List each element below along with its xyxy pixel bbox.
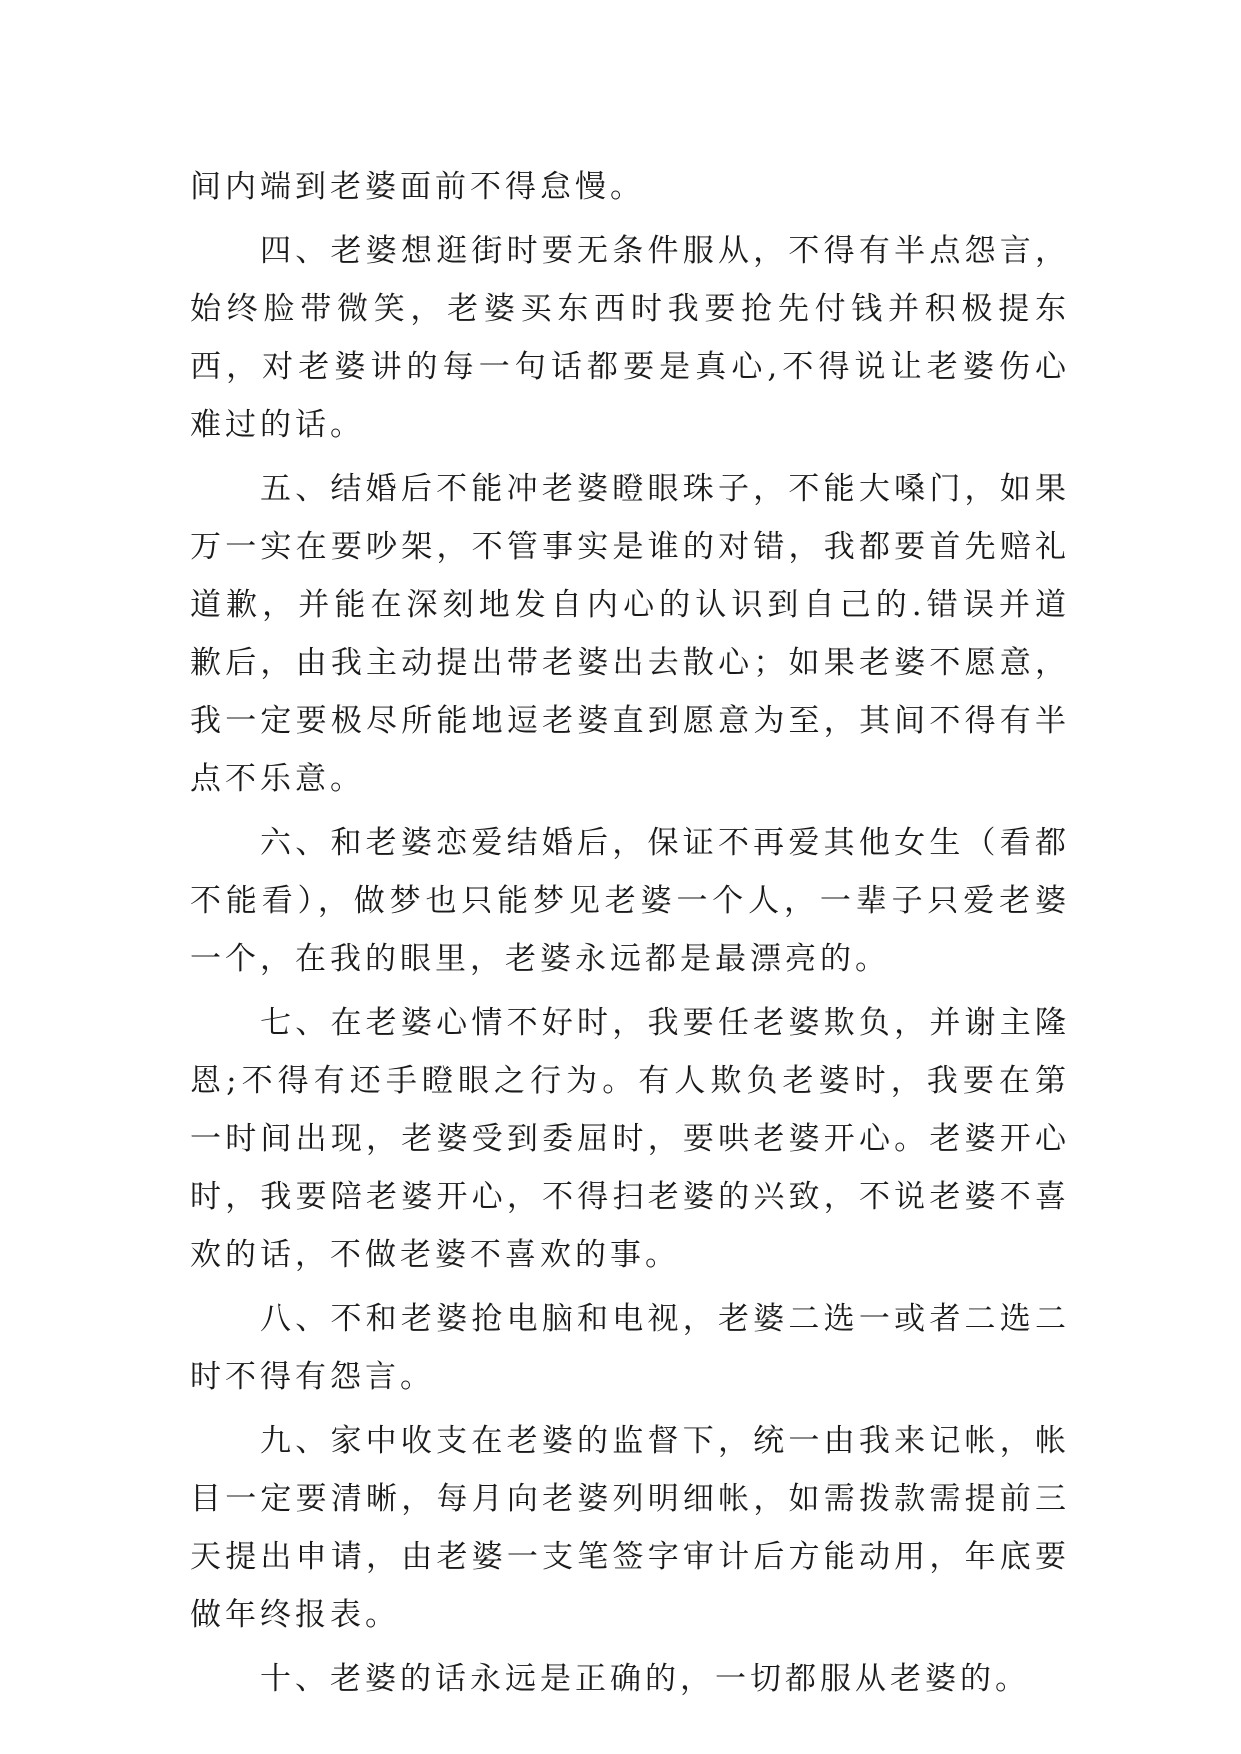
paragraph-item-5: 五、结婚后不能冲老婆瞪眼珠子，不能大嗓门，如果万一实在要吵架，不管事实是谁的对错，我都要首先赔礼道歉，并能在深刻地发自内心的认识到自己的.错误并道歉后，由我主动提出带老婆出去散心；如果老婆不愿意，我一定要极尽所能地逗老婆直到愿意为至，其间不得有半点不乐意。: [190, 471, 1070, 797]
paragraph-item-6: 六、和老婆恋爱结婚后，保证不再爱其他女生（看都不能看），做梦也只能梦见老婆一个人，一辈子只爱老婆一个，在我的眼里，老婆永远都是最漂亮的。: [190, 825, 1070, 977]
paragraph-item-9: 九、家中收支在老婆的监督下，统一由我来记帐，帐目一定要清晰，每月向老婆列明细帐，如需拨款需提前三天提出申请，由老婆一支笔签字审计后方能动用，年底要做年终报表。: [190, 1423, 1070, 1633]
paragraph-item-10: 十、老婆的话永远是正确的，一切都服从老婆的。: [260, 1661, 1030, 1697]
document-body: [190, 158, 1070, 1714]
paragraph-item-7: 七、在老婆心情不好时，我要任老婆欺负，并谢主隆恩;不得有还手瞪眼之行为。有人欺负老婆时，我要在第一时间出现，老婆受到委屈时，要哄老婆开心。老婆开心时，我要陪老婆开心，不得扫老婆的兴致，不说老婆不喜欢的话，不做老婆不喜欢的事。: [190, 1005, 1070, 1273]
paragraph-continuation: 间内端到老婆面前不得怠慢。: [190, 169, 645, 205]
paragraph-item-8: 八、不和老婆抢电脑和电视，老婆二选一或者二选二时不得有怨言。: [190, 1301, 1070, 1395]
paragraph-item-4: 四、老婆想逛街时要无条件服从，不得有半点怨言，始终脸带微笑，老婆买东西时我要抢先付钱并积极提东西，对老婆讲的每一句话都要是真心,不得说让老婆伤心难过的话。: [190, 233, 1070, 443]
